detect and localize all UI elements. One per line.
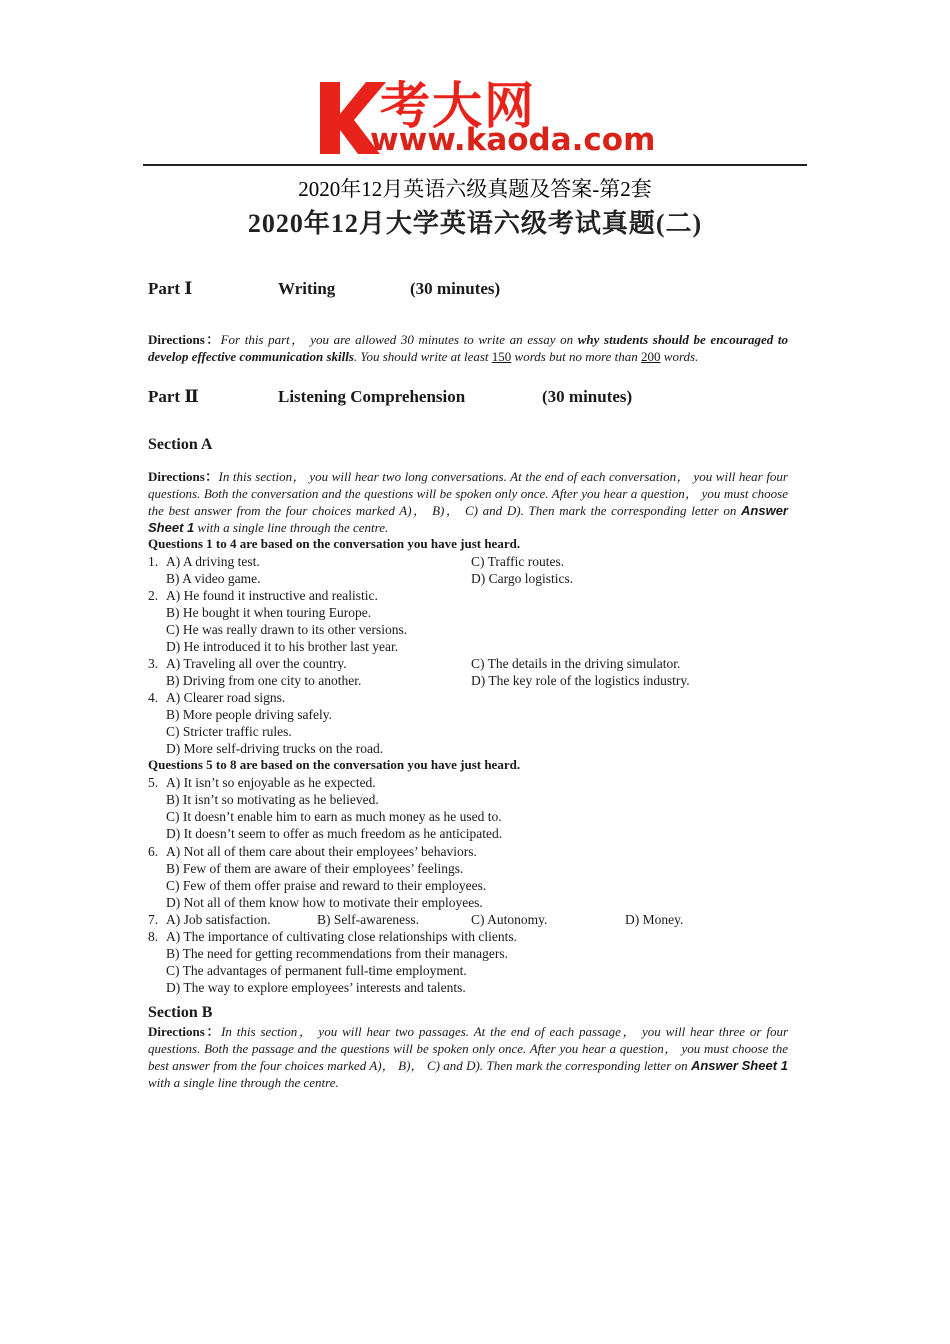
option-d: D) The way to explore employees’ interests and talents. [166, 980, 466, 995]
part-1-heading [148, 279, 668, 301]
question-4 [0, 689, 950, 706]
question-6-option-c [0, 877, 950, 894]
part-2-name: Listening Comprehension [278, 387, 466, 406]
question-number: 5. [148, 775, 159, 790]
option-b: B) Few of them are aware of their employees’ feelings. [166, 861, 464, 876]
part-1-directions: Directions：For this part， you are allowed 30 minutes to write an essay on why students should be encouraged to develop effective communication skills. You should write at least 150 words but no more than 200 words. [148, 332, 788, 364]
option-c: C) He was really drawn to its other versions. [166, 622, 408, 637]
option-a: A) The importance of cultivating close relationships with clients. [166, 929, 518, 944]
option-c: C) Autonomy. [471, 912, 548, 927]
question-5-option-c [0, 808, 950, 825]
directions-text: For this part， you are allowed 30 minutes to write an essay on [220, 332, 578, 347]
kaoda-logo [318, 72, 656, 164]
answer-sheet-ref: Answer Sheet 1 [690, 1058, 788, 1073]
option-c: C) Stricter traffic rules. [166, 724, 292, 739]
part-2-time: (30 minutes) [542, 387, 633, 406]
question-number: 1. [148, 554, 159, 569]
question-number: 7. [148, 912, 159, 927]
question-1 [0, 553, 950, 570]
exam-title: 2020年12月大学英语六级考试真题(二) [247, 209, 703, 238]
question-6-option-d [0, 894, 950, 911]
option-d: D) It doesn’t seem to offer as much freedom as he anticipated. [166, 826, 503, 841]
question-4-option-d [0, 740, 950, 757]
question-2-option-d [0, 638, 950, 655]
question-1-row-2 [0, 570, 950, 587]
option-b: B) Driving from one city to another. [166, 673, 362, 688]
question-8-option-d [0, 979, 950, 996]
question-7 [0, 911, 950, 928]
question-2-option-b [0, 604, 950, 621]
logo-url-text: www.kaoda.com [370, 122, 656, 158]
part-1-name: Writing [278, 279, 336, 298]
option-b: B) It isn’t so motivating as he believed. [166, 792, 379, 807]
option-a: A) Not all of them care about their employees’ behaviors. [166, 844, 477, 859]
option-a: A) It isn’t so enjoyable as he expected. [166, 775, 376, 790]
question-number: 6. [148, 844, 159, 859]
question-2-option-c [0, 621, 950, 638]
option-d: D) He introduced it to his brother last year. [166, 639, 399, 654]
section-a-title: Section A [148, 436, 213, 453]
logo-chinese-text: 考大网 [380, 77, 536, 135]
question-2 [0, 587, 950, 604]
answer-sheet-ref: Answer Sheet 1 [148, 503, 788, 535]
question-number: 2. [148, 588, 159, 603]
question-6 [0, 843, 950, 860]
option-c: C) It doesn’t enable him to earn as much money as he used to. [166, 809, 502, 824]
question-number: 4. [148, 690, 159, 705]
question-number: 8. [148, 929, 159, 944]
option-d: D) Money. [625, 912, 684, 927]
option-a: A) Job satisfaction. [166, 912, 271, 927]
question-4-option-b [0, 706, 950, 723]
directions-label: Directions： [148, 469, 219, 484]
option-b: B) He bought it when touring Europe. [166, 605, 372, 620]
question-number: 3. [148, 656, 159, 671]
question-8 [0, 928, 950, 945]
option-b: B) A video game. [166, 571, 261, 586]
question-5-option-b [0, 791, 950, 808]
option-c: C) The advantages of permanent full-time employment. [166, 963, 467, 978]
max-words: 200 [641, 349, 661, 364]
option-d: D) More self-driving trucks on the road. [166, 741, 384, 756]
question-8-option-c [0, 962, 950, 979]
option-c: C) Few of them offer praise and reward to their employees. [166, 878, 487, 893]
part-2-heading [148, 387, 668, 409]
question-8-option-b [0, 945, 950, 962]
section-b-directions: Directions：In this section， you will hear two passages. At the end of each passage， you will hear three or four questions. Both the passage and the questions will be spoken only once. After you hear a question， you must choose the best answer from the four choices marked A)， B)， C) and D). Then mark the corresponding letter on Answer Sheet 1 with a single line through the centre. [148, 1024, 788, 1090]
option-d: D) The key role of the logistics industry. [471, 673, 690, 688]
option-c: C) Traffic routes. [471, 554, 565, 569]
document-title: 2020年12月英语六级真题及答案-第2套 [298, 177, 652, 201]
directions-label: Directions： [148, 332, 221, 347]
option-d: D) Cargo logistics. [471, 571, 574, 586]
header-divider [143, 164, 807, 166]
option-a: A) He found it instructive and realistic. [166, 588, 378, 603]
questions-header: Questions 1 to 4 are based on the conversation you have just heard. [148, 536, 521, 551]
directions-label: Directions： [148, 1024, 222, 1039]
question-6-option-b [0, 860, 950, 877]
option-b: B) The need for getting recommendations from their managers. [166, 946, 509, 961]
question-3 [0, 655, 950, 672]
question-3-row-2 [0, 672, 950, 689]
question-5-option-d [0, 825, 950, 842]
option-b: B) Self-awareness. [317, 912, 419, 927]
min-words: 150 [491, 349, 512, 364]
section-b-title: Section B [148, 1004, 213, 1021]
question-5 [0, 774, 950, 791]
questions-header: Questions 5 to 8 are based on the conversation you have just heard. [148, 757, 521, 772]
part-1-label: Part Ⅰ [148, 279, 193, 298]
option-c: C) The details in the driving simulator. [471, 656, 681, 671]
option-b: B) More people driving safely. [166, 707, 332, 722]
option-d: D) Not all of them know how to motivate their employees. [166, 895, 483, 910]
question-4-option-c [0, 723, 950, 740]
option-a: A) Clearer road signs. [166, 690, 286, 705]
option-a: A) Traveling all over the country. [166, 656, 347, 671]
part-2-label: Part Ⅱ [148, 387, 199, 406]
essay-topic: why students should be encouraged to develop effective communication skills [148, 332, 788, 364]
part-1-time: (30 minutes) [410, 279, 501, 298]
option-a: A) A driving test. [166, 554, 260, 569]
section-a-directions: Directions：In this section， you will hear two long conversations. At the end of each conversation， you will hear four questions. Both the conversation and the questions will be spoken only once. After you hear a question， you must choose the best answer from the four choices marked A)， B)， C) and D). Then mark the corresponding letter on Answer Sheet 1 with a single line through the centre. [148, 469, 788, 535]
